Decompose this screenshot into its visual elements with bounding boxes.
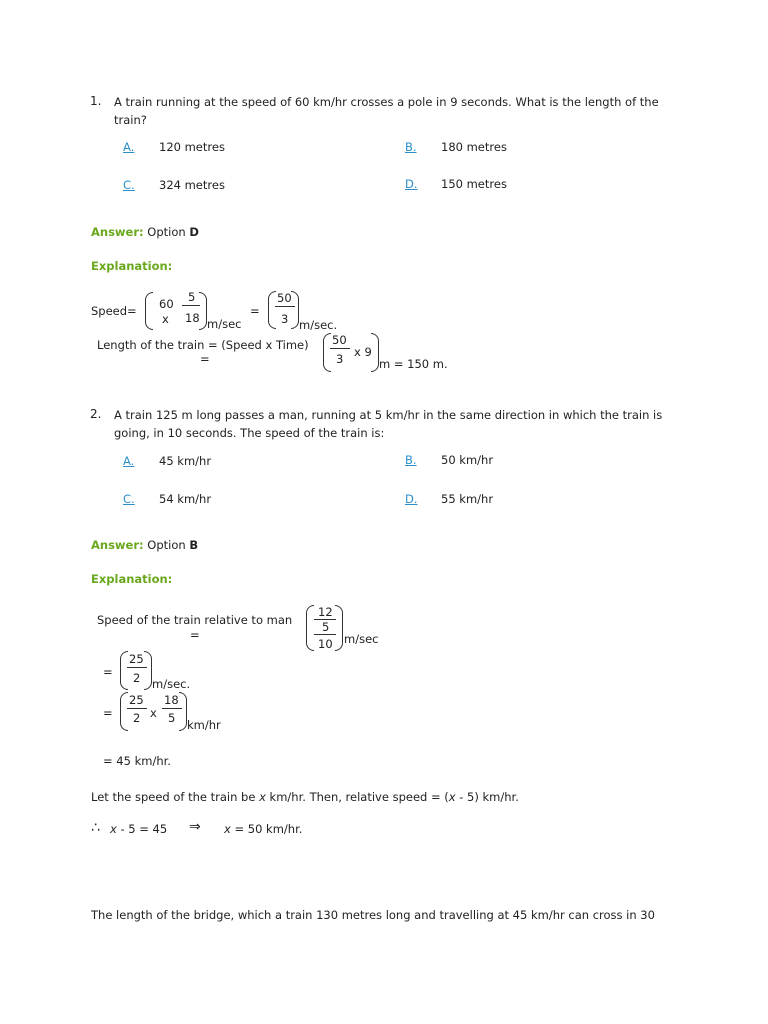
- q2-let-statement: [91, 790, 519, 804]
- q1-f2-unit: m/sec.: [299, 318, 338, 332]
- q1-f1-paren-right: [199, 292, 207, 330]
- q2-option-d-text: 55 km/hr: [441, 492, 494, 506]
- q1-answer-label: Answer:: [91, 225, 144, 239]
- q1-f2-den: 3: [281, 312, 289, 326]
- q1-length-result: m = 150 m.: [379, 357, 448, 371]
- q1-answer-option: D: [189, 225, 199, 239]
- question-2-number: 2.: [90, 407, 102, 421]
- q2-rel-unit: m/sec: [344, 632, 379, 646]
- q1-option-b-text: 180 metres: [441, 140, 507, 154]
- q1-f1-fraction-bar: [182, 305, 200, 306]
- q1-explanation-label: Explanation:: [91, 259, 173, 273]
- q1-answer-text: Option: [147, 225, 186, 239]
- q2-s1-paren-right: [144, 651, 152, 690]
- q2-s2-num2: 18: [164, 693, 179, 707]
- q1-f2-paren-right: [291, 291, 299, 329]
- q2-option-c-link[interactable]: C.: [123, 492, 135, 506]
- q2-step1-equals: =: [103, 665, 113, 679]
- q2-s2-paren-right: [179, 692, 187, 731]
- q1-option-a-text: 120 metres: [159, 140, 225, 154]
- question-3-text: The length of the bridge, which a train 130 metres long and travelling at 45 km/hr can cross in 30: [91, 908, 655, 922]
- q2-let-x1: x: [259, 790, 266, 804]
- q1-f3-paren-right: [371, 333, 379, 372]
- q2-s2-fraction-bar-1: [127, 708, 147, 709]
- q1-f3-paren-left: [323, 333, 331, 372]
- q2-s2-unit: km/hr: [187, 718, 221, 732]
- q1-f2-num: 50: [277, 291, 292, 305]
- q2-s2-den2: 5: [168, 711, 176, 725]
- q2-answer-label: Answer:: [91, 538, 144, 552]
- q1-f3-den: 3: [336, 352, 344, 366]
- q2-s2-paren-left: [120, 692, 128, 731]
- q2-option-a-link[interactable]: A.: [123, 454, 135, 468]
- therefore-symbol: ∴: [91, 820, 100, 836]
- q1-answer: [91, 225, 199, 239]
- q2-option-d-link[interactable]: D.: [405, 492, 418, 506]
- q2-s2-den1: 2: [133, 711, 141, 725]
- question-1-number: 1.: [90, 94, 102, 108]
- q2-option-a-text: 45 km/hr: [159, 454, 212, 468]
- q2-s1-den: 2: [133, 671, 141, 685]
- q2-relative-equals: =: [190, 628, 200, 642]
- q2-equation-1: [110, 822, 167, 836]
- q2-let-post: - 5) km/hr.: [455, 790, 519, 804]
- q2-rel-bot: 10: [318, 637, 333, 651]
- q2-let-x2: x: [448, 790, 456, 804]
- q1-option-d-link[interactable]: D.: [405, 177, 418, 191]
- implies-arrow-icon: ⇒: [189, 819, 201, 835]
- question-2-text: A train 125 m long passes a man, running at 5 km/hr in the same direction in which the train is going, in 10 seconds. The speed of the train is:: [114, 408, 663, 440]
- q2-equation-2: [224, 822, 302, 836]
- question-1-text: A train running at the speed of 60 km/hr crosses a pole in 9 seconds. What is the length of the train?: [114, 95, 659, 127]
- q1-f1-paren-left: [145, 292, 153, 330]
- q2-s1-unit: m/sec.: [152, 677, 191, 691]
- q2-s1-num: 25: [129, 652, 144, 666]
- q2-option-c-text: 54 km/hr: [159, 492, 212, 506]
- q2-rel-bar-2: [314, 634, 336, 635]
- q1-option-b-link[interactable]: B.: [405, 140, 417, 154]
- q2-answer-option: B: [189, 538, 199, 552]
- q2-let-mid: km/hr. Then, relative speed = (: [265, 790, 449, 804]
- q2-eq2-rest: = 50 km/hr.: [230, 822, 303, 836]
- q2-relative-label: Speed of the train relative to man: [97, 613, 293, 627]
- q1-speed-label: Speed=: [91, 304, 137, 318]
- q2-option-b-link[interactable]: B.: [405, 453, 417, 467]
- q1-option-c-link[interactable]: C.: [123, 178, 135, 192]
- q2-s2-times: x: [150, 706, 157, 720]
- q1-f1-num: 5: [188, 290, 196, 304]
- q2-rel-mid: 5: [322, 620, 330, 634]
- q1-length-equals: =: [200, 352, 210, 366]
- q1-option-d-text: 150 metres: [441, 177, 507, 191]
- q1-f3-num: 50: [332, 333, 347, 347]
- q2-rel-paren-right: [335, 605, 343, 651]
- q2-s1-paren-left: [120, 651, 128, 690]
- q2-rel-top: 12: [318, 605, 333, 619]
- q1-f1-unit: m/sec: [207, 317, 242, 331]
- q2-eq1-x: x: [110, 822, 117, 836]
- q1-f1-den: 18: [185, 311, 200, 325]
- q2-s2-num1: 25: [129, 693, 144, 707]
- q1-f3-times: x 9: [354, 345, 372, 359]
- q1-f3-fraction-bar: [330, 348, 350, 349]
- q2-answer-text: Option: [147, 538, 186, 552]
- q1-f2-paren-left: [268, 291, 276, 329]
- q2-eq1-rest: - 5 = 45: [116, 822, 168, 836]
- q1-f1-a: 60: [159, 297, 174, 311]
- q2-rel-paren-left: [306, 605, 314, 651]
- q1-option-c-text: 324 metres: [159, 178, 225, 192]
- q1-equals: =: [250, 304, 260, 318]
- q2-result: = 45 km/hr.: [103, 754, 171, 768]
- q2-answer: [91, 538, 198, 552]
- q2-let-pre: Let the speed of the train be: [91, 790, 260, 804]
- q1-length-label: Length of the train = (Speed x Time): [97, 338, 309, 352]
- q2-option-b-text: 50 km/hr: [441, 453, 494, 467]
- q1-option-a-link[interactable]: A.: [123, 140, 135, 154]
- q1-f1-x: x: [162, 312, 169, 326]
- q2-eq2-x: x: [224, 822, 231, 836]
- q2-explanation-label: Explanation:: [91, 572, 173, 586]
- q2-step2-equals: =: [103, 706, 113, 720]
